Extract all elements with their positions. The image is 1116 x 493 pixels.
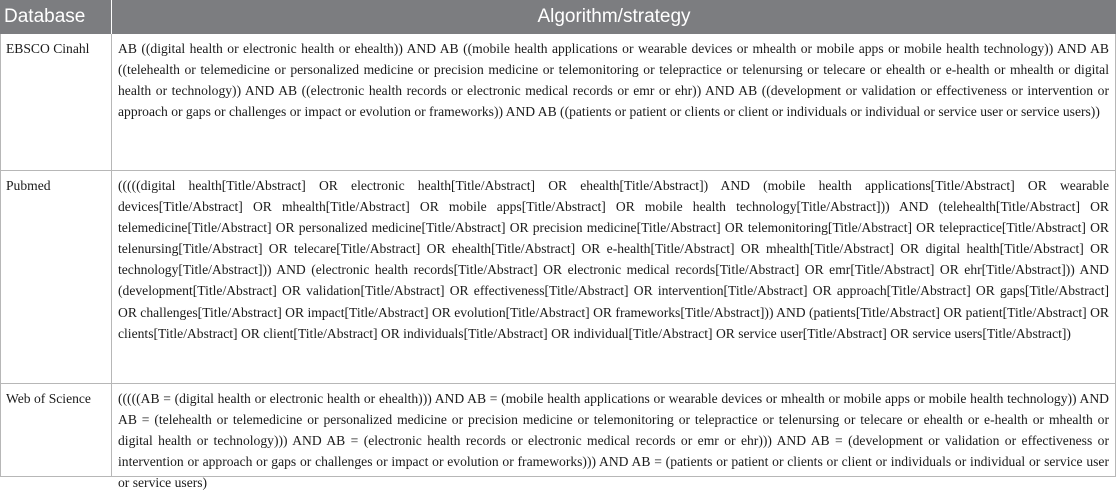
database-cell: Web of Science [0,384,112,476]
strategy-cell: AB ((digital health or electronic health or ehealth)) AND AB ((mobile health applications or wearable devices or mhealth or mobile apps or mobile health technology)) AND AB ((telehealth or telemedicine or personalized medicine or precision medicine or telemonitoring or telepractice or telenursing or telecare or ehealth or e-health or mhealth or digital health or technology)) AND AB ((electronic health records or electronic medical records or emr or ehr)) AND AB ((development or validation or effectiveness or intervention or approach or gaps or challenges or impact or evolution or frameworks)) AND AB ((patients or patient or clients or client or individuals or individual or service user or service users)) [112,34,1116,170]
header-database: Database [0,0,112,34]
table-row [0,171,1116,384]
database-cell: Pubmed [0,171,112,383]
table-row [0,34,1116,171]
header-algorithm: Algorithm/strategy [537,6,691,27]
table-header [0,0,1116,34]
database-cell: EBSCO Cinahl [0,34,112,170]
strategy-cell: (((((digital health[Title/Abstract] OR electronic health[Title/Abstract] OR ehealth[Title/Abstract]) AND (mobile health applications[Title/Abstract] OR wearable devices[Title/Abstract] OR mhealth[Title/Abstract] OR mobile apps[Title/Abstract] OR mobile health technology[Title/Abstract])) AND (telehealth[Title/Abstract] OR telemedicine[Title/Abstract] OR personalized medicine[Title/Abstract] OR precision medicine[Title/Abstract] OR telemonitoring[Title/Abstract] OR telepractice[Title/Abstract] OR telenursing[Title/Abstract] OR telecare[Title/Abstract] OR ehealth[Title/Abstract] OR e-health[Title/Abstract] OR mhealth[Title/Abstract] OR digital health[Title/Abstract] OR technology[Title/Abstract])) AND (electronic health records[Title/Abstract] OR electronic medical records[Title/Abstract] OR emr[Title/Abstract] OR ehr[Title/Abstract])) AND (development[Title/Abstract] OR validation[Title/Abstract] OR effectiveness[Title/Abstract] OR intervention[Title/Abstract] OR approach[Title/Abstract] OR gaps[Title/Abstract] OR challenges[Title/Abstract] OR impact[Title/Abstract] OR evolution[Title/Abstract] OR frameworks[Title/Abstract])) AND (patients[Title/Abstract] OR patient[Title/Abstract] OR clients[Title/Abstract] OR client[Title/Abstract] OR individuals[Title/Abstract] OR individual[Title/Abstract] OR service user[Title/Abstract] OR service users[Title/Abstract]) [112,171,1116,383]
strategy-cell: (((((AB = (digital health or electronic health or ehealth))) AND AB = (mobile health applications or wearable devices or mhealth or mobile apps or mobile health technology)) AND AB = (telehealth or telemedicine or personalized medicine or precision medicine or telemonitoring or telepractice or telenursing or telecare or ehealth or e-health or mhealth or digital health or technology))) AND AB = (electronic health records or electronic medical records or emr or ehr))) AND AB = (development or validation or effectiveness or intervention or approach or gaps or challenges or impact or evolution or frameworks))) AND AB = (patients or patient or clients or client or individuals or individual or service user or service users) [112,384,1116,476]
table-row [0,384,1116,491]
